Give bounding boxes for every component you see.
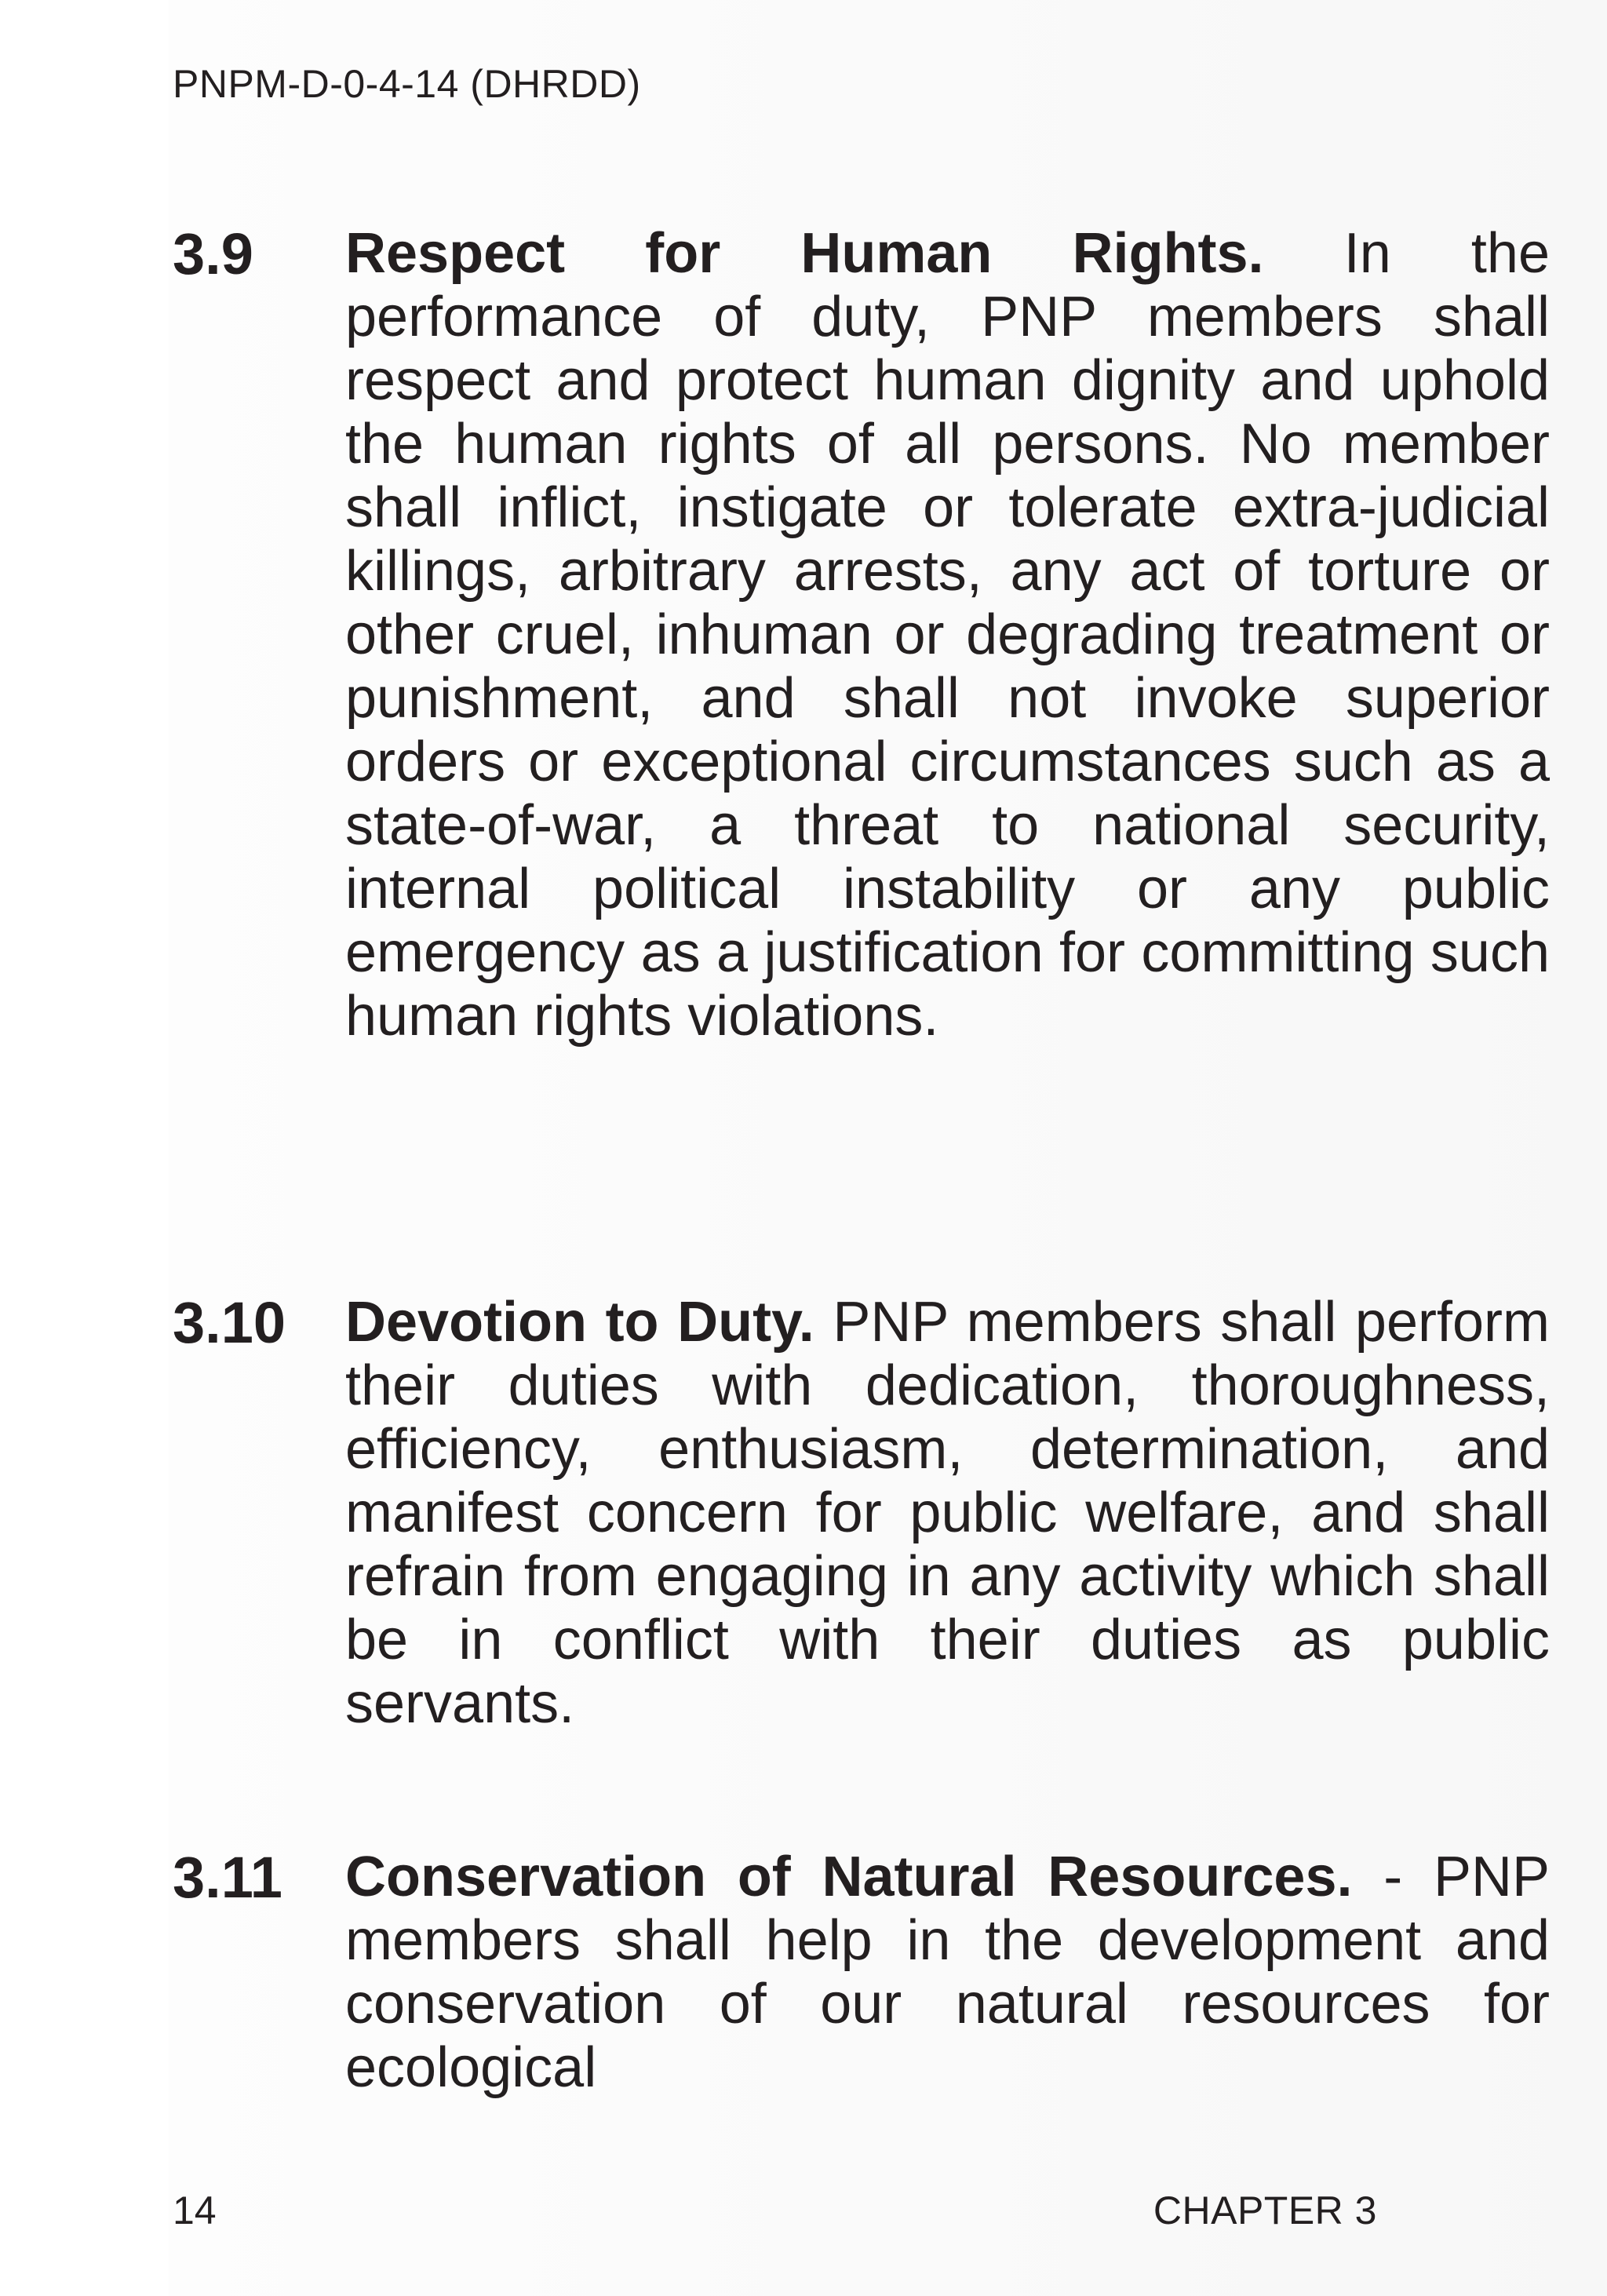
section-text: PNP members shall perform their duties with dedication, thoroughness, efficiency, enthusiasm, determination, and manifest concern for public welfare, and shall refrain from engaging in any activity which shall be in conflict with their duties as public servants. bbox=[345, 1291, 1550, 1735]
chapter-label: CHAPTER 3 bbox=[1153, 2188, 1377, 2232]
section-number: 3.11 bbox=[173, 1845, 282, 1910]
section-text: In the performance of duty, PNP members shall respect and protect human dignity and uphold the human rights of all persons. No member shall inflict, instigate or tolerate extra-judicial killings, arbitrary arrests, any act of torture or other cruel, inhuman or degrading treatment or punishment, and shall not invoke superior orders or exceptional circumstances such as a state-of-war, a threat to national security, internal political instability or any public emergency as a justification for committing such human rights violations. bbox=[345, 222, 1550, 1048]
section-text: - PNP members shall help in the development and conservation of our natural resources for ecological bbox=[345, 1846, 1550, 2099]
section-title: Respect for Human Rights. bbox=[345, 222, 1264, 285]
section-body bbox=[345, 1291, 1550, 1736]
section-body bbox=[345, 1846, 1550, 2100]
section-title: Conservation of Natural Resources. bbox=[345, 1846, 1353, 1908]
section-title: Devotion to Duty. bbox=[345, 1291, 814, 1354]
section-number: 3.9 bbox=[173, 221, 253, 286]
section-body bbox=[345, 222, 1550, 1048]
page-number: 14 bbox=[173, 2188, 217, 2232]
document-code-header: PNPM-D-0-4-14 (DHRDD) bbox=[173, 62, 641, 106]
section-number: 3.10 bbox=[173, 1290, 286, 1355]
